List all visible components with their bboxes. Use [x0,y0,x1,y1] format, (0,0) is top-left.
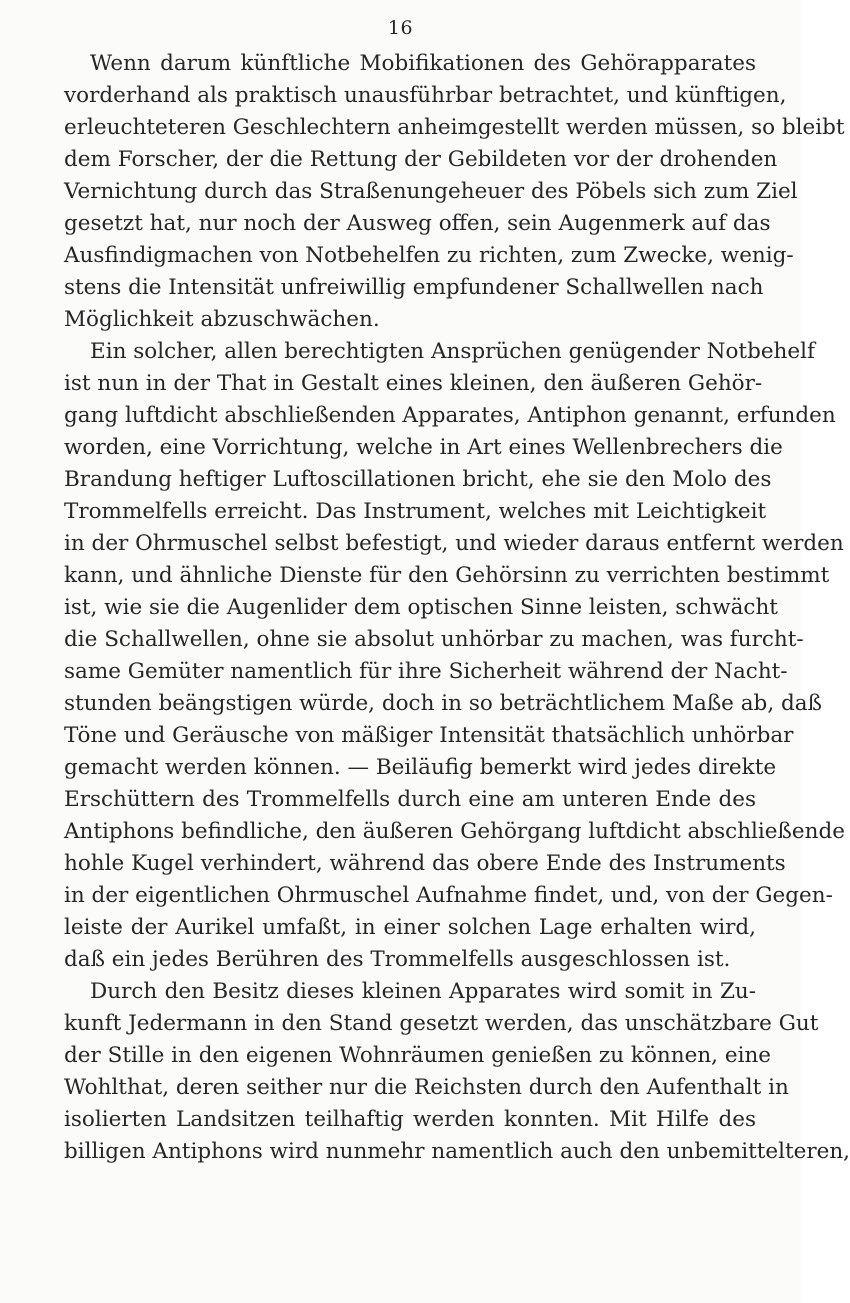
paragraph-2 [64,336,845,976]
text-line: Möglichkeit abzuschwächen. [64,307,380,332]
paragraph-3 [64,976,850,1168]
text-line: der Stille in den eigenen Wohnräumen genießen zu können, eine [64,1043,772,1068]
text-line: gesetzt hat, nur noch der Ausweg offen, sein Augenmerk auf das [64,211,771,236]
text-line: leiste der Aurikel umfaßt, in einer solchen Lage erhalten wird, [64,915,756,940]
text-line: Erschüttern des Trommelfells durch eine am unteren Ende des [64,787,756,812]
body-text [64,48,850,1168]
text-line: Töne und Geräusche von mäßiger Intensität thatsächlich unhörbar [64,723,794,748]
text-line: Brandung heftiger Luftoscillationen bricht, ehe sie den Molo des [64,467,772,492]
text-line: Vernichtung durch das Straßenungeheuer des Pöbels sich zum Ziel [64,179,798,204]
text-line: same Gemüter namentlich für ihre Sicherheit während der Nacht- [64,659,788,684]
text-line: kann, und ähnliche Dienste für den Gehörsinn zu verrichten bestimmt [64,563,830,588]
text-line: hohle Kugel verhindert, während das obere Ende des Instruments [64,851,786,876]
text-line: billigen Antiphons wird nunmehr namentlich auch den unbemittelteren, [64,1139,850,1164]
text-line: gang luftdicht abschließenden Apparates, Antiphon genannt, erfunden [64,403,836,428]
text-line: daß ein jedes Berühren des Trommelfells ausgeschlossen ist. [64,947,731,972]
text-line: isolierten Landsitzen teilhaftig werden konnten. Mit Hilfe des [64,1107,756,1132]
text-line: in der Ohrmuschel selbst befestigt, und wieder daraus entfernt werden [64,531,844,556]
text-line: ist nun in der That in Gestalt eines kleinen, den äußeren Gehör- [64,371,763,396]
text-line: ist, wie sie die Augenlider dem optischen Sinne leisten, schwächt [64,595,778,620]
text-line: in der eigentlichen Ohrmuschel Aufnahme findet, und, von der Gegen- [64,883,833,908]
text-line: Durch den Besitz dieses kleinen Apparates wird somit in Zu- [90,979,756,1004]
text-line: worden, eine Vorrichtung, welche in Art eines Wellenbrechers die [64,435,783,460]
text-line: erleuchteteren Geschlechtern anheimgestellt werden müssen, so bleibt [64,115,845,140]
text-line: Trommelfells erreicht. Das Instrument, welches mit Leichtigkeit [64,499,767,524]
text-line: Wenn darum künftliche Mobifikationen des Gehörapparates [90,51,756,76]
text-line: Ausfindigmachen von Notbehelfen zu richten, zum Zwecke, wenig- [64,243,794,268]
text-line: Wohlthat, deren seither nur die Reichsten durch den Aufenthalt in [64,1075,789,1100]
text-line: die Schallwellen, ohne sie absolut unhörbar zu machen, was furcht- [64,627,804,652]
text-line: Ein solcher, allen berechtigten Ansprüchen genügender Notbehelf [90,339,815,364]
text-line: gemacht werden können. — Beiläufig bemerkt wird jedes direkte [64,755,777,780]
text-line: kunft Jedermann in den Stand gesetzt werden, das unschätzbare Gut [64,1011,819,1036]
text-line: Antiphons befindliche, den äußeren Gehörgang luftdicht abschließende [64,819,845,844]
text-line: vorderhand als praktisch unausführbar betrachtet, und künftigen, [64,83,787,108]
paragraph-1 [64,48,845,336]
text-line: stunden beängstigen würde, doch in so beträchtlichem Maße ab, daß [64,691,822,716]
page-number: 16 [387,17,414,39]
text-line: dem Forscher, der die Rettung der Gebildeten vor der drohenden [64,147,778,172]
text-line: stens die Intensität unfreiwillig empfundener Schallwellen nach [64,275,764,300]
